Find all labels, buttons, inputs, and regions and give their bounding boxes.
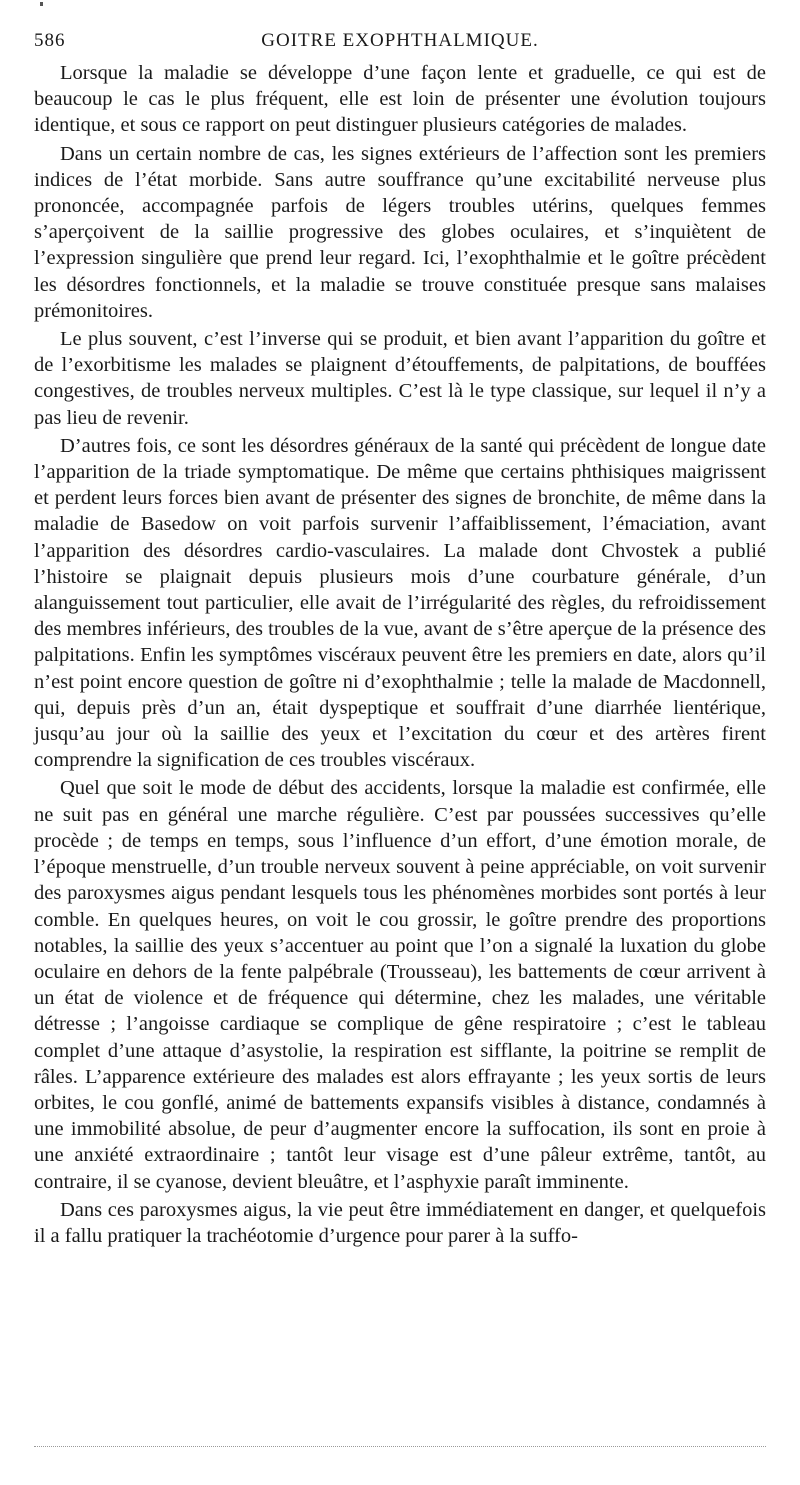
paragraph: Quel que soit le mode de début des accidents, lorsque la maladie est confirmée, elle ne suit pas en général une marche régulière. C’est par poussées successives qu’elle procède ; de temps en temps, sous l’influence d’un effort, d’une émotion morale, de l’époque menstruelle, d’un trouble nerveux souvent à peine appréciable, on voit survenir des paroxysmes aigus pendant lesquels tous les phénomènes morbides sont portés à leur comble. En quelques heures, on voit le cou grossir, le goître prendre des proportions notables, la saillie des yeux s’accentuer au point que l’on a signalé la luxation du globe oculaire en dehors de la fente palpébrale (Trousseau), les battements de cœur arrivent à un état de violence et de fréquence qui détermine, chez les malades, une véritable détresse ; l’angoisse cardiaque se complique de gêne respiratoire ; c’est le tableau complet d’une attaque d’asystolie, la respiration est sifflante, la poitrine se remplit de râles. L’apparence extérieure des malades est alors effrayante ; les yeux sortis de leurs orbites, le cou gonflé, animé de battements expansifs visibles à distance, condamnés à une immobilité absolue, de peur d’augmenter encore la suffocation, ils sont en proie à une anxiété extraordinaire ; tantôt leur visage est d’une pâleur extrême, tantôt, au contraire, il se cyanose, devient bleuâtre, et l’asphyxie paraît imminente. xyxy=(34,777,766,1193)
running-head: GOITRE EXOPHTHALMIQUE. xyxy=(261,30,539,51)
paragraph: D’autres fois, ce sont les désordres généraux de la santé qui précèdent de longue date l’apparition de la triade symptomatique. De même que certains phthisiques maigrissent et perdent leurs forces bien avant de présenter des signes de bronchite, de même dans la maladie de Basedow on voit parfois survenir l’affaiblissement, l’émaciation, avant l’apparition des désordres cardio-vasculaires. La malade dont Chvostek a publié l’histoire se plaignait depuis plusieurs mois d’une courbature générale, d’un alanguissement tout particulier, elle avait de l’irrégularité des règles, du refroidissement des membres inférieurs, des troubles de la vue, avant de s’être aperçue de la présence des palpitations. Enfin les symptômes viscéraux peuvent être les premiers en date, alors qu’il n’est point encore question de goître ni d’exophthalmie ; telle la malade de Macdonnell, qui, depuis près d’un an, était dyspeptique et souffrait d’une diarrhée lientérique, jusqu’au jour où la saillie des yeux et l’excitation du cœur et des artères firent comprendre la signification de ces troubles viscéraux. xyxy=(34,434,766,772)
paragraph: Dans un certain nombre de cas, les signes extérieurs de l’affection sont les premiers indices de l’état morbide. Sans autre souffrance qu’une excitabilité nerveuse plus prononcée, accompagnée parfois de légers troubles utérins, quelques femmes s’aperçoivent de la saillie progressive des globes oculaires, et s’inquiètent de l’expression singulière que prend leur regard. Ici, l’exophthalmie et le goître précèdent les désordres fonctionnels, et la maladie se trouve constituée presque sans malaises prémonitoires. xyxy=(34,142,766,322)
page-header xyxy=(34,30,766,60)
paragraph: Dans ces paroxysmes aigus, la vie peut être immédiatement en danger, et quelquefois il a fallu pratiquer la trachéotomie d’urgence pour parer à la suffo- xyxy=(34,1198,766,1247)
document-page xyxy=(34,30,766,1249)
body-text xyxy=(34,60,766,1249)
paragraph: Lorsque la maladie se développe d’une façon lente et graduelle, ce qui est de beaucoup le cas le plus fréquent, elle est loin de présenter une évolution toujours identique, et sous ce rapport on peut distinguer plusieurs catégories de malades. xyxy=(34,62,766,137)
footer-rule xyxy=(34,1446,766,1447)
paragraph: Le plus souvent, c’est l’inverse qui se produit, et bien avant l’apparition du goître et de l’exorbitisme les malades se plaignent d’étouffements, de palpitations, de bouffées congestives, de troubles nerveux multiples. C’est là le type classique, sur lequel il n’y a pas lieu de revenir. xyxy=(34,328,766,429)
page-number: 586 xyxy=(34,30,66,51)
print-speck xyxy=(40,2,43,6)
